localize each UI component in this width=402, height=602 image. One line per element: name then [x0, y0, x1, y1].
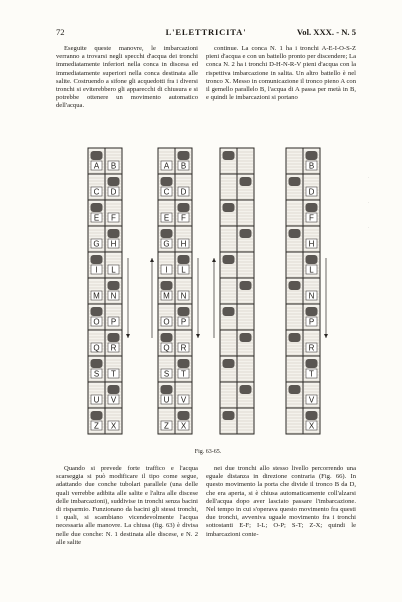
boat — [161, 385, 173, 394]
boat — [161, 229, 173, 238]
chamber-label: B — [308, 161, 315, 171]
boat — [289, 333, 301, 342]
boat — [240, 177, 252, 186]
arrow-head — [196, 334, 200, 338]
margin-dots: · · · — [368, 175, 370, 230]
boat — [178, 203, 190, 212]
chamber-label: P — [110, 317, 117, 327]
boat — [178, 411, 190, 420]
chamber-label: A — [163, 161, 170, 171]
boat — [240, 385, 252, 394]
boat — [306, 307, 318, 316]
boat — [91, 151, 103, 160]
paragraph: nei due tronchi allo stesso livello percorrendo una eguale distanza in direzione contraria (Fig. 66). In questo movimento la porta che divide il tronco B da D, che era aperta, si è chiusa automaticamente coll'alzarsi dell'acqua dopo aver lasciato passare l'imbarcazione. Nel tempo in cui s'operava questo movimento fra questi due tronchi, avveniva uguale movimento fra i tronchi sottostanti E-F; I-L; O-P; S-T; Z-X; quindi le imbarcazioni conte- — [206, 465, 356, 538]
chamber-label: M — [93, 291, 100, 301]
chamber-label: T — [181, 369, 186, 379]
boat — [91, 203, 103, 212]
boat — [289, 385, 301, 394]
boat — [223, 411, 235, 420]
boat — [223, 255, 235, 264]
chamber-label: O — [93, 317, 100, 327]
volume-number: Vol. XXX. - N. 5 — [296, 27, 356, 37]
chamber-label: E — [163, 213, 170, 223]
text-column-bottom-right — [206, 465, 356, 539]
chamber-label: N — [308, 291, 315, 301]
boat — [161, 177, 173, 186]
boat — [178, 151, 190, 160]
boat — [91, 359, 103, 368]
chamber-label: F — [181, 213, 186, 223]
chamber-label: R — [180, 343, 187, 353]
chamber-label: F — [111, 213, 116, 223]
boat — [240, 333, 252, 342]
chamber-label: H — [180, 239, 187, 249]
boat — [178, 255, 190, 264]
boat — [306, 359, 318, 368]
chamber-label: O — [163, 317, 170, 327]
chamber-label: E — [93, 213, 100, 223]
chamber-label: I — [95, 265, 98, 275]
figure-caption: Fig. 63-65. — [194, 449, 222, 455]
chamber-label: Z — [164, 421, 169, 431]
boat — [178, 307, 190, 316]
boat — [306, 255, 318, 264]
chamber-label: V — [308, 395, 315, 405]
page-header — [56, 27, 356, 39]
chamber-label: B — [180, 161, 187, 171]
boat — [306, 411, 318, 420]
chamber-label: D — [180, 187, 187, 197]
boat — [223, 307, 235, 316]
boat — [91, 307, 103, 316]
chamber-label: N — [180, 291, 187, 301]
boat — [91, 411, 103, 420]
chamber-label: G — [163, 239, 170, 249]
chamber-label: G — [93, 239, 100, 249]
chamber-label: P — [180, 317, 187, 327]
chamber-label: R — [308, 343, 315, 353]
boat — [108, 229, 120, 238]
chamber-label: S — [93, 369, 100, 379]
boat — [289, 281, 301, 290]
boat — [91, 255, 103, 264]
chamber-label: H — [110, 239, 117, 249]
chamber-label: I — [165, 265, 168, 275]
arrow-head — [212, 258, 216, 262]
boat — [289, 177, 301, 186]
boat — [306, 151, 318, 160]
text-column-top-left — [56, 45, 198, 111]
chamber-label: T — [309, 369, 314, 379]
chamber-label: U — [163, 395, 170, 405]
chamber-label: L — [181, 265, 186, 275]
chamber-label: T — [111, 369, 116, 379]
boat — [240, 281, 252, 290]
chamber-label: Q — [163, 343, 170, 353]
boat — [161, 333, 173, 342]
boat — [306, 203, 318, 212]
paragraph: Eseguite queste manovre, le imbarcazioni verranno a trovarsi negli specchi d'acqua dei tronchi immediatamente inferiori nella conca in discesa ed immediatamente superiori nella conca destinata alle salite. Costruendo a sifone gli acquedotti fra i diversi tronchi si eviterebbero gli apparecchi di chiusura e si potrebbe ottenere un movimento automatico dell'acqua. — [56, 45, 198, 110]
chamber-label: B — [110, 161, 117, 171]
chamber-label: S — [163, 369, 170, 379]
boat — [223, 151, 235, 160]
text-column-top-right — [206, 45, 356, 102]
boat — [108, 281, 120, 290]
figure — [58, 140, 358, 460]
chamber-label: L — [309, 265, 314, 275]
chamber-label: X — [180, 421, 187, 431]
chamber-label: D — [308, 187, 315, 197]
boat — [223, 203, 235, 212]
boat — [178, 359, 190, 368]
boat — [161, 281, 173, 290]
chamber-label: H — [308, 239, 315, 249]
boat — [108, 385, 120, 394]
chamber-label: P — [308, 317, 315, 327]
boat — [223, 359, 235, 368]
chamber-label: C — [163, 187, 170, 197]
chamber-label: Q — [93, 343, 100, 353]
chamber-label: L — [111, 265, 116, 275]
chamber-label: X — [110, 421, 117, 431]
chamber-label: M — [163, 291, 170, 301]
page-number: 72 — [56, 27, 65, 37]
chamber-label: R — [110, 343, 117, 353]
boat — [289, 229, 301, 238]
chamber-label: A — [93, 161, 100, 171]
lock-diagrams — [58, 140, 358, 445]
chamber-label: Z — [94, 421, 99, 431]
arrow-head — [126, 334, 130, 338]
arrow-head — [150, 258, 154, 262]
chamber-label: X — [308, 421, 315, 431]
arrow-head — [324, 334, 328, 338]
paragraph: continue. La conca N. 1 ha i tronchi A-E-I-O-S-Z pieni d'acqua e con un battello pronto per discendere; La conca N. 2 ha i tronchi D-H-N-R-V pieni d'acqua con la rispettiva imbarcazione in salita. Un altro battello è nel tronco X. Messo in comunicazione il tronco pieno A con il gemello parallelo B, l'acqua di A passa per metà in B, e quindi le imbarcazioni si portano — [206, 45, 356, 102]
chamber-label: N — [110, 291, 117, 301]
boat — [240, 229, 252, 238]
chamber-label: V — [110, 395, 117, 405]
chamber-label: F — [309, 213, 314, 223]
boat — [108, 333, 120, 342]
chamber-label: C — [93, 187, 100, 197]
journal-title: L'ELETTRICITA' — [165, 27, 247, 37]
paragraph: Quando si prevede forte traffico e l'acqua scarseggia si può modificare il tipo come segue, adattando due conche tubolari parallele (una delle quali verrebbe adibita alle salite e l'altra alle discese delle imbarcazioni), suddivise in tronchi senza bacini di risparmio. Funzionano da bacini gli stessi tronchi, i quali, si scambiano vicendevolmente l'acqua necessaria alle manovre. La chiusa (fig. 63) è divisa nelle due conche: N. 1 destinata alle discese, e N. 2 alle salite — [56, 465, 198, 546]
chamber-label: V — [180, 395, 187, 405]
text-column-bottom-left — [56, 465, 198, 547]
chamber-label: D — [110, 187, 117, 197]
chamber-label: U — [93, 395, 100, 405]
boat — [108, 177, 120, 186]
